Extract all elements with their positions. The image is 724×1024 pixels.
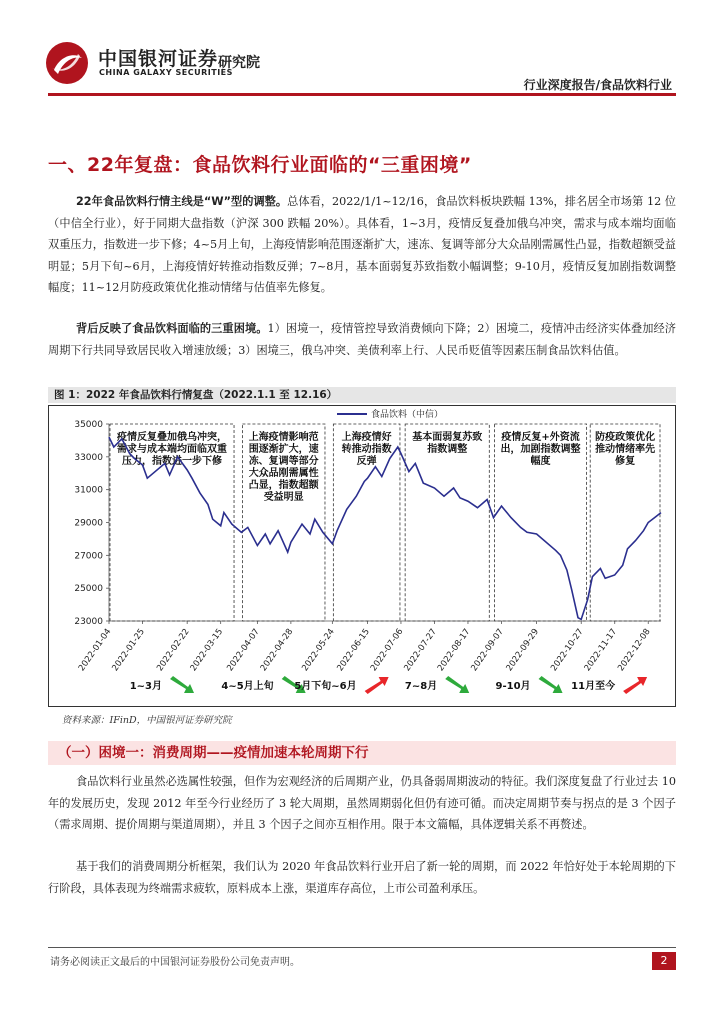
phase-annotation: 上海疫情好转推动指数反弹 bbox=[341, 432, 392, 467]
trend-down-arrow-icon bbox=[539, 676, 563, 693]
y-tick-label: 29000 bbox=[74, 518, 103, 529]
paragraph-overview bbox=[48, 191, 676, 299]
y-tick-label: 27000 bbox=[74, 551, 103, 562]
y-tick-label: 23000 bbox=[74, 617, 103, 627]
x-tick-label: 2022-01-04 bbox=[76, 626, 114, 674]
brand-name-en: CHINA GALAXY SECURITIES bbox=[99, 68, 233, 77]
phase-period-label: 4~5月上旬 bbox=[221, 681, 274, 692]
report-tag: 行业深度报告/食品饮料行业 bbox=[523, 78, 672, 92]
brand-name-cn: 中国银河证券 bbox=[98, 48, 219, 70]
review-chart bbox=[49, 406, 675, 706]
phase-annotation: 疫情反复+外资流出，加剧指数调整幅度 bbox=[500, 432, 581, 467]
phase-annotation: 基本面弱复苏致指数调整 bbox=[412, 432, 483, 455]
phase-period-label: 1~3月 bbox=[129, 681, 163, 692]
section-title: 一、22年复盘：食品饮料行业面临的“三重困境” bbox=[48, 154, 472, 176]
x-tick-label: 2022-01-25 bbox=[110, 626, 147, 674]
figure-source: 资料来源：IFinD，中国银河证券研究院 bbox=[62, 715, 232, 726]
page-number: 2 bbox=[652, 952, 676, 970]
x-tick-label: 2022-06-15 bbox=[335, 626, 372, 674]
y-tick-label: 33000 bbox=[74, 452, 103, 463]
x-tick-label: 2022-02-22 bbox=[155, 626, 192, 674]
x-tick-label: 2022-04-07 bbox=[225, 626, 262, 674]
x-tick-label: 2022-11-17 bbox=[582, 626, 620, 674]
paragraph-lead: 背后反映了食品饮料面临的三重困境。 bbox=[76, 322, 268, 335]
paragraph-cycle: 食品饮料行业虽然必选属性较强，但作为宏观经济的后周期产业，仍具备弱周期波动的特征。我们深度复盘了行业过去 10 年的发展历史，发现 2012 年至今行业经历了 3 轮大周期，虽然周期弱化但仍有迹可循。而决定周期节奏与拐点的是 3 个因子（需求周期、提价周期与渠道周期），并且 3 个因子之间亦互相作用。限于本文篇幅，具体逻辑关系不再赘述。 bbox=[48, 775, 676, 831]
x-tick-label: 2022-03-15 bbox=[188, 626, 226, 674]
paragraph-lead: 22年食品饮料行情主线是“W”型的调整。 bbox=[76, 195, 288, 208]
y-tick-label: 25000 bbox=[74, 584, 103, 595]
phase-period-label: 9-10月 bbox=[495, 681, 531, 692]
paragraph-body: 总体看，2022/1/1~12/16，食品饮料板块跌幅 13%，排名居全市场第 12 位（中信全行业），好于同期大盘指数（沪深 300 跌幅 20%）。具体看，1~3月，疫情反复叠加俄乌冲突，需求与成本端均面临双重压力，指数进一步下修；4~5月上旬，上海疫情影响范围逐渐扩大，速冻、复调等部分大众品刚需属性凸显，指数超额受益明显；5月下旬~6月，上海疫情好转推动指数反弹；7~8月，基本面弱复苏致指数小幅调整；9-10月，疫情反复加剧指数调整幅度；11~12月防疫政策优化推动情绪与估值率先修复。 bbox=[48, 195, 676, 294]
figure-frame bbox=[48, 405, 676, 707]
paragraph-body: 1）困境一，疫情管控导致消费倾向下降；2）困境二，疫情冲击经济实体叠加经济周期下行共同导致居民收入增速放缓；3）困境三，俄乌冲突、美债利率上行、人民币贬值等因素压制食品饮料估值。 bbox=[48, 322, 676, 357]
x-tick-label: 2022-09-07 bbox=[469, 626, 506, 674]
x-tick-label: 2022-05-24 bbox=[300, 626, 337, 674]
paragraph-dilemmas bbox=[48, 318, 676, 361]
trend-up-arrow-icon bbox=[623, 677, 647, 694]
y-tick-label: 31000 bbox=[74, 485, 103, 496]
phase-annotation: 上海疫情影响范围逐渐扩大，速冻、复调等部分大众品刚需属性凸显，指数超额受益明显 bbox=[248, 432, 319, 503]
footer-disclaimer: 请务必阅读正文最后的中国银河证券股份公司免责声明。 bbox=[50, 957, 300, 968]
trend-down-arrow-icon bbox=[445, 676, 469, 693]
x-tick-label: 2022-08-17 bbox=[435, 626, 473, 674]
figure-caption: 图 1：2022 年食品饮料行情复盘（2022.1.1 至 12.16） bbox=[48, 387, 676, 403]
footer-divider bbox=[48, 947, 676, 948]
galaxy-logo-icon bbox=[44, 40, 90, 86]
legend-label: 食品饮料（中信） bbox=[371, 410, 444, 420]
phase-annotation: 防疫政策优化推动情绪率先修复 bbox=[595, 432, 656, 467]
phase-period-label: 5月下旬~6月 bbox=[294, 681, 357, 692]
header-divider bbox=[48, 93, 676, 96]
subsection-title: （一）困境一：消费周期——疫情加速本轮周期下行 bbox=[48, 741, 676, 765]
x-tick-label: 2022-07-06 bbox=[368, 626, 406, 674]
y-tick-label: 35000 bbox=[74, 420, 103, 430]
x-tick-label: 2022-09-29 bbox=[504, 626, 542, 674]
x-tick-label: 2022-04-28 bbox=[258, 626, 296, 674]
x-tick-label: 2022-07-27 bbox=[402, 626, 439, 674]
trend-up-arrow-icon bbox=[365, 677, 389, 694]
phase-annotation: 疫情反复叠加俄乌冲突，需求与成本端均面临双重压力，指数进一步下修 bbox=[117, 432, 228, 467]
phase-period-label: 7~8月 bbox=[404, 681, 438, 692]
x-tick-label: 2022-12-08 bbox=[616, 626, 653, 674]
phase-period-label: 11月至今 bbox=[571, 681, 616, 692]
trend-down-arrow-icon bbox=[170, 676, 194, 693]
x-tick-label: 2022-10-27 bbox=[549, 626, 586, 674]
institute-label: 研究院 bbox=[218, 55, 260, 71]
paragraph-framework: 基于我们的消费周期分析框架，我们认为 2020 年食品饮料行业开启了新一轮的周期，而 2022 年恰好处于本轮周期的下行阶段，具体表现为终端需求疲软，原料成本上涨，渠道库存高位，上市公司盈利承压。 bbox=[48, 860, 676, 895]
